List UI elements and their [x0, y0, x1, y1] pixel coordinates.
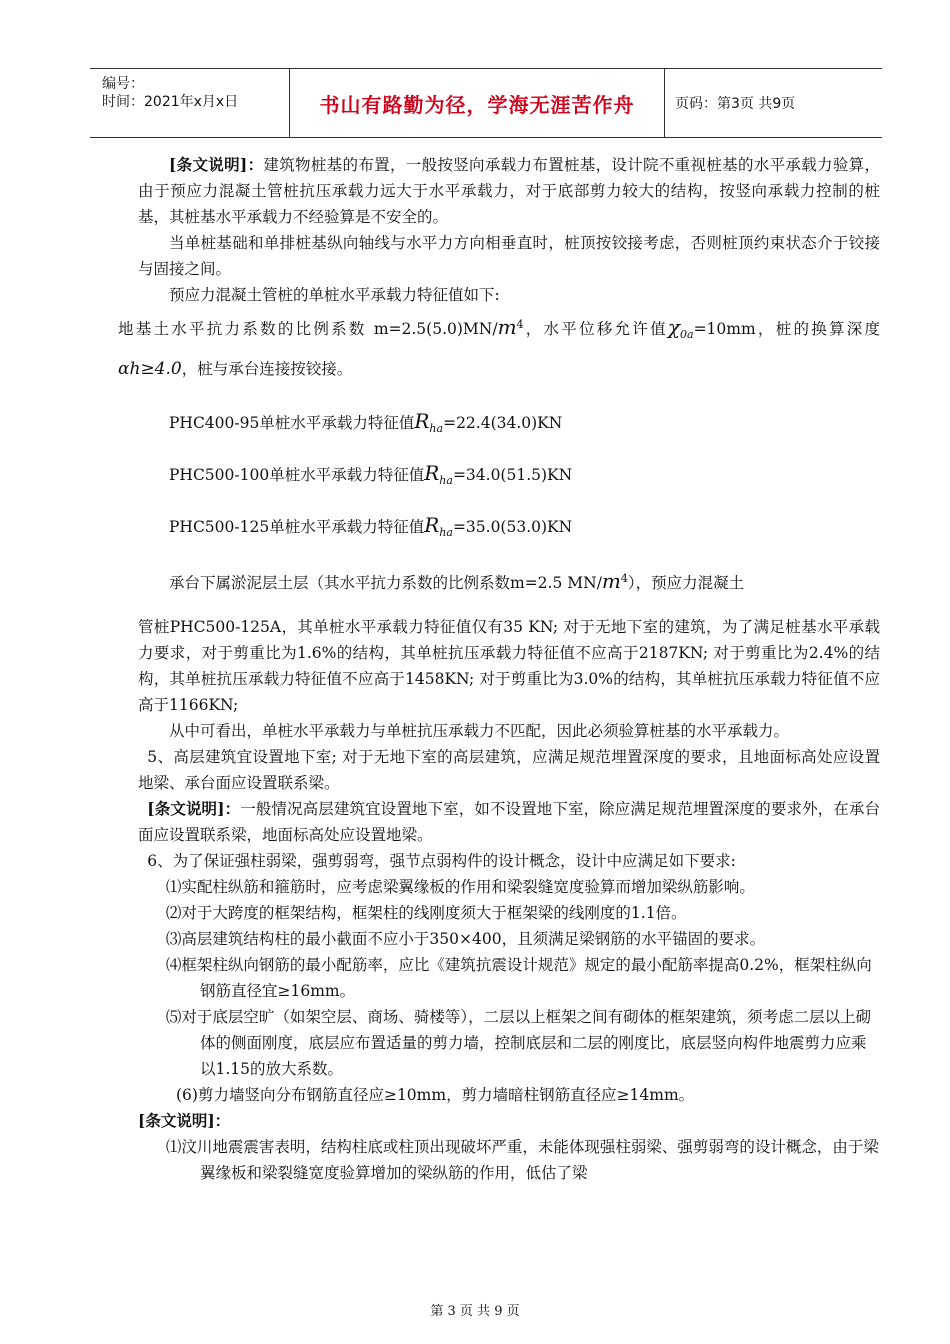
- paragraph-5: [138, 566, 880, 596]
- paragraph-1: [138, 152, 880, 230]
- p4-text-c: =10mm，桩的换算深度: [693, 320, 880, 339]
- p5-text-b: ），预应力混凝土: [627, 574, 745, 593]
- paragraph-7: 从中可看出，单桩水平承载力与单桩抗压承载力不匹配，因此必须验算桩基的水平承载力。: [169, 722, 790, 741]
- p4-text-a: 地基土水平抗力系数的比例系数 m=2.5(5.0)MN/: [118, 320, 498, 339]
- time-label: 时间：2021年x月x日: [102, 94, 239, 110]
- paragraph-9-text: 一般情况高层建筑宜设置地下室，如不设置地下室，除应满足规范埋置深度的要求外，在承台面应设置联系梁，地面标高处应设置地梁。: [138, 800, 880, 845]
- paragraph-9: [138, 796, 880, 848]
- p4-m-symbol: m: [497, 315, 517, 340]
- formula-3: [138, 512, 880, 546]
- f2-r-symbol: R: [424, 461, 440, 486]
- formula-1: [138, 408, 880, 442]
- list-item: ⑶高层建筑结构柱的最小截面不应小于350×400，且须满足梁钢筋的水平锚固的要求。: [165, 930, 766, 949]
- paragraph-3: 预应力混凝土管桩的单桩水平承载力特征值如下:: [169, 286, 500, 304]
- f3-r-symbol: R: [424, 513, 440, 538]
- p4-m-exponent: 4: [516, 318, 524, 331]
- list-item: ⑸对于底层空旷（如架空层、商场、骑楼等），二层以上框架之间有砌体的框架建筑，须考虑二层以上砌体的侧面刚度，底层应布置适量的剪力墙，控制底层和二层的刚度比，底层竖向构件地震剪力应乘以1.15的放大系数。: [165, 1008, 872, 1079]
- header-meta: [90, 69, 290, 137]
- clause-note-label: [条文说明]：: [169, 155, 264, 174]
- f3-text-a: PHC500-125单桩水平承载力特征值: [169, 518, 425, 537]
- clause-note-label-3: [条文说明]：: [138, 1111, 231, 1131]
- requirements-list: [138, 874, 880, 1108]
- paragraph-8: 5、高层建筑宜设置地下室; 对于无地下室的高层建筑，应满足规范埋置深度的要求，且地面标高处应设置地梁、承台面应设置联系梁。: [138, 748, 880, 793]
- f2-subscript: ha: [439, 474, 453, 488]
- header-page-number: 页码：第3页 共9页: [675, 96, 796, 112]
- p5-m-exponent: 4: [620, 572, 628, 586]
- serial-label: 编号：: [102, 76, 144, 92]
- f1-text-a: PHC400-95单桩水平承载力特征值: [169, 414, 415, 433]
- p5-text-a: 承台下属淤泥层土层（其水平抗力系数的比例系数m=2.5 MN/: [169, 574, 602, 593]
- f2-text-b: =34.0(51.5)KN: [452, 466, 573, 485]
- document-body: [118, 152, 880, 1186]
- paragraph-1-text: 建筑物桩基的布置，一般按竖向承载力布置桩基，设计院不重视桩基的水平承载力验算，由于预应力混凝土管桩抗压承载力远大于水平承载力，对于底部剪力较大的结构，按竖向承载力控制的桩基，其桩基水平承载力不经验算是不安全的。: [138, 156, 880, 226]
- f3-subscript: ha: [439, 526, 453, 540]
- paragraph-6: 管桩PHC500-125A，其单桩水平承载力特征值仅有35 KN; 对于无地下室的建筑，为了满足桩基水平承载力要求，对于剪重比为1.6%的结构，其单桩抗压承载力特征值不应高于2187KN; 对于剪重比为2.4%的结构，其单桩抗压承载力特征值不应高于1458KN; 对于剪重比为3.0%的结构，其单桩抗压承载力特征值不应高于1166KN;: [138, 618, 880, 715]
- paragraph-10: 6、为了保证强柱弱梁，强剪弱弯，强节点弱构件的设计概念，设计中应满足如下要求:: [147, 852, 736, 871]
- f1-r-symbol: R: [414, 409, 430, 434]
- list-item: ⑵对于大跨度的框架结构，框架柱的线刚度须大于框架梁的线刚度的1.1倍。: [165, 904, 687, 923]
- f1-subscript: ha: [429, 422, 444, 436]
- formula-2: [138, 460, 880, 494]
- header-motto: 书山有路勤为径，学海无涯苦作舟: [290, 69, 665, 137]
- clause-note-label-2: [条文说明]：: [147, 799, 241, 819]
- paragraph-2: 当单桩基础和单排桩基纵向轴线与水平力方向相垂直时，桩顶按铰接考虑，否则桩顶约束状态介于铰接与固接之间。: [138, 234, 880, 278]
- page-header: [90, 68, 882, 138]
- f3-text-b: =35.0(53.0)KN: [452, 518, 573, 537]
- p4-x-subscript: 0a: [680, 328, 694, 342]
- p4-alpha-h: αh≥4.0: [118, 359, 182, 380]
- page-footer: 第 3 页 共 9 页: [430, 1304, 520, 1319]
- p4-text-d: ，桩与承台连接按铰接。: [181, 360, 353, 379]
- list-item: ⑷框架柱纵向钢筋的最小配筋率，应比《建筑抗震设计规范》规定的最小配筋率提高0.2%，框架柱纵向钢筋直径宜≥16mm。: [165, 956, 872, 1001]
- p5-m-symbol: m: [601, 569, 621, 594]
- p4-x-symbol: χ: [667, 315, 680, 340]
- list-item-6: (6)剪力墙竖向分布钢筋直径应≥10mm，剪力墙暗柱钢筋直径应≥14mm。: [176, 1086, 695, 1105]
- f1-text-b: =22.4(34.0)KN: [443, 414, 563, 433]
- paragraph-4: [118, 308, 880, 386]
- p4-text-b: ，水平位移允许值: [523, 320, 668, 339]
- list-item: ⑴实配柱纵筋和箍筋时，应考虑梁翼缘板的作用和梁裂缝宽度验算而增加梁纵筋影响。: [165, 878, 755, 897]
- paragraph-12: ⑴汶川地震震害表明，结构柱底或柱顶出现破坏严重，未能体现强柱弱梁、强剪弱弯的设计概念，由于梁翼缘板和梁裂缝宽度验算增加的梁纵筋的作用，低估了梁: [165, 1138, 879, 1183]
- f2-text-a: PHC500-100单桩水平承载力特征值: [169, 466, 425, 485]
